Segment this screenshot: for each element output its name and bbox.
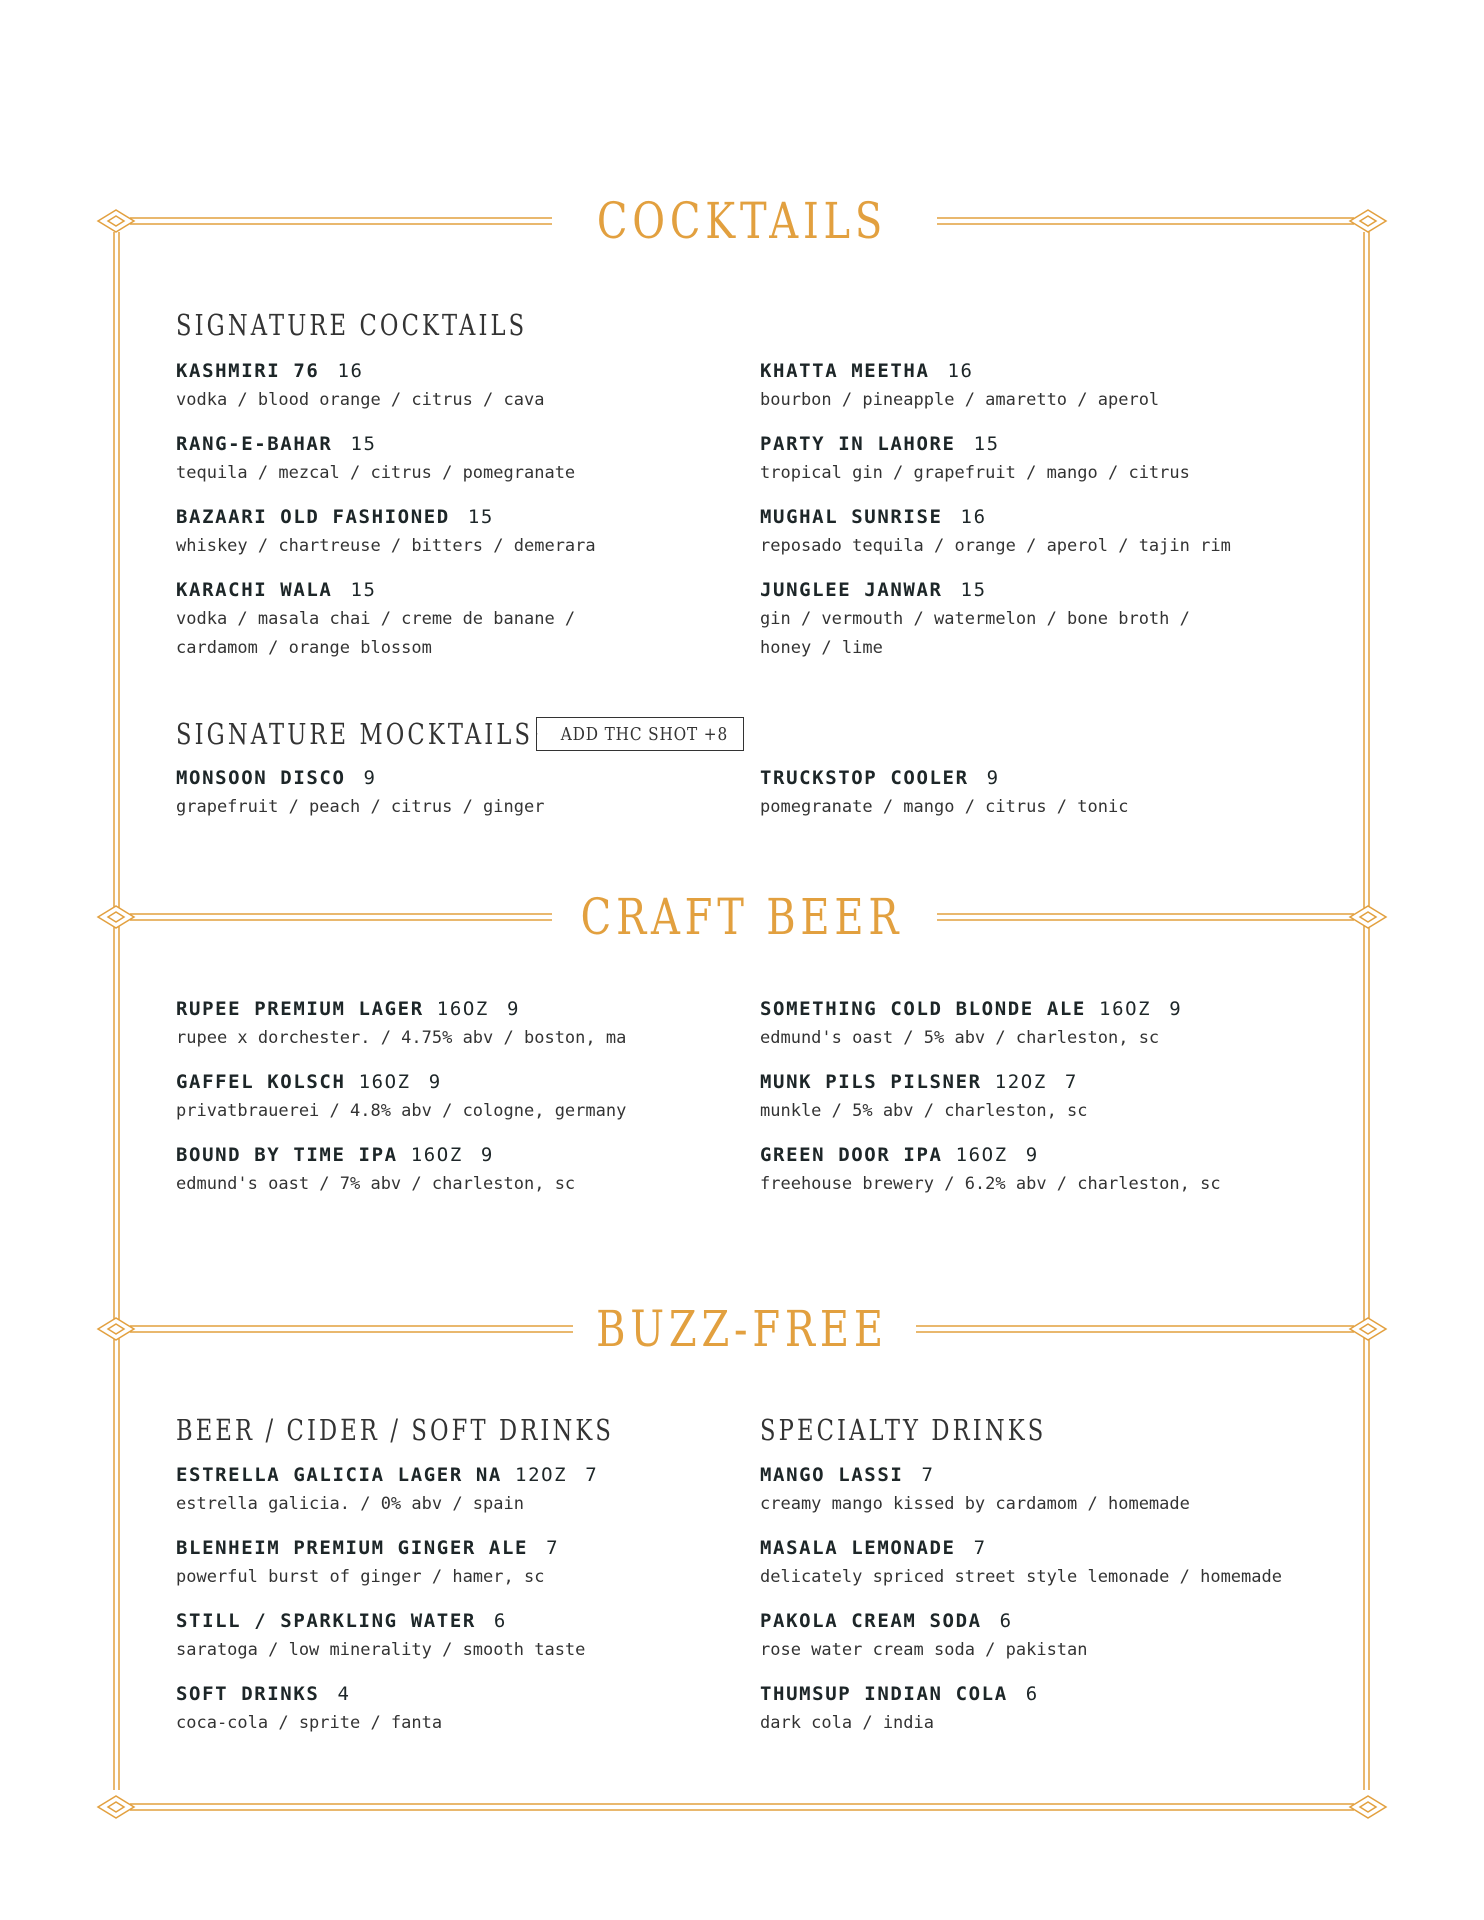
menu-item-title	[176, 504, 776, 530]
menu-item	[760, 1142, 1360, 1215]
menu-item-description: edmund's oast / 7% abv / charleston, sc	[176, 1174, 576, 1194]
menu-item	[176, 1462, 776, 1535]
menu-item-price: 7	[921, 1464, 935, 1486]
menu-item-name: MONSOON DISCO	[176, 767, 346, 789]
menu-item-title	[760, 1681, 1360, 1707]
menu-item-size: 16OZ	[955, 1144, 1008, 1166]
menu-item-description: edmund's oast / 5% abv / charleston, sc	[760, 1028, 1160, 1048]
menu-item-name: SOMETHING COLD BLONDE ALE	[760, 998, 1086, 1020]
menu-item-title	[176, 996, 776, 1022]
menu-item-title	[760, 358, 1360, 384]
menu-item	[176, 358, 776, 431]
menu-item-price: 9	[986, 767, 1000, 789]
thc-shot-label: ADD THC SHOT +8	[560, 723, 729, 745]
menu-item-size: 12OZ	[994, 1071, 1047, 1093]
menu-item-price: 7	[585, 1464, 599, 1486]
menu-item	[176, 504, 776, 577]
menu-item	[760, 577, 1360, 679]
menu-item-title	[760, 1608, 1360, 1634]
menu-item-description: saratoga / low minerality / smooth taste	[176, 1640, 586, 1660]
menu-item-price: 16	[960, 506, 987, 528]
menu-item-name: MUNK PILS PILSNER	[760, 1071, 982, 1093]
menu-item-name: GREEN DOOR IPA	[760, 1144, 943, 1166]
menu-item-description: honey / lime	[760, 638, 883, 658]
menu-item	[760, 358, 1360, 431]
menu-item-description: pomegranate / mango / citrus / tonic	[760, 797, 1129, 817]
menu-item-price: 7	[546, 1537, 560, 1559]
menu-item-title	[176, 765, 776, 791]
menu-item-name: MANGO LASSI	[760, 1464, 904, 1486]
menu-item-description: rupee x dorchester. / 4.75% abv / boston, ma	[176, 1028, 627, 1048]
menu-item	[176, 996, 776, 1069]
menu-item-price: 4	[337, 1683, 351, 1705]
menu-item-description: dark cola / india	[760, 1713, 934, 1733]
menu-item-name: ESTRELLA GALICIA LAGER NA	[176, 1464, 502, 1486]
menu-item-price: 9	[480, 1144, 494, 1166]
cocktails-title: COCKTAILS	[596, 192, 888, 250]
menu-item-description: privatbrauerei / 4.8% abv / cologne, germany	[176, 1101, 627, 1121]
menu-item-name: TRUCKSTOP COOLER	[760, 767, 969, 789]
menu-item-description: creamy mango kissed by cardamom / homemade	[760, 1494, 1190, 1514]
craft-beer-right	[760, 996, 1360, 1215]
menu-item	[760, 765, 1360, 838]
menu-item-price: 15	[960, 579, 987, 601]
menu-item-price: 16	[947, 360, 974, 382]
menu-item-description: freehouse brewery / 6.2% abv / charleston, sc	[760, 1174, 1221, 1194]
menu-item-size: 16OZ	[410, 1144, 463, 1166]
menu-item-title	[176, 1535, 776, 1561]
menu-item-name: RUPEE PREMIUM LAGER	[176, 998, 424, 1020]
menu-item	[176, 765, 776, 838]
menu-item-price: 6	[1025, 1683, 1039, 1705]
menu-item-price: 9	[428, 1071, 442, 1093]
menu-item	[760, 504, 1360, 577]
menu-item-name: KHATTA MEETHA	[760, 360, 930, 382]
buzz-free-title: BUZZ-FREE	[596, 1300, 888, 1358]
menu-item-size: 12OZ	[515, 1464, 568, 1486]
specialty-drinks-heading: SPECIALTY DRINKS	[760, 1413, 1047, 1447]
menu-item-title	[760, 996, 1360, 1022]
menu-item-title	[760, 1069, 1360, 1095]
menu-item-name: STILL / SPARKLING WATER	[176, 1610, 476, 1632]
menu-item	[176, 1681, 776, 1754]
menu-item-description: tequila / mezcal / citrus / pomegranate	[176, 463, 576, 483]
menu-item-price: 7	[1064, 1071, 1078, 1093]
craft-beer-left	[176, 996, 776, 1215]
menu-item-title	[176, 431, 776, 457]
menu-item-description: vodka / blood orange / citrus / cava	[176, 390, 545, 410]
menu-item	[176, 577, 776, 679]
beer-cider-soft-drinks-heading: BEER / CIDER / SOFT DRINKS	[176, 1413, 615, 1447]
menu-item-description: whiskey / chartreuse / bitters / demerara	[176, 536, 596, 556]
buzz-free-left	[176, 1462, 776, 1754]
menu-item-price: 9	[1169, 998, 1183, 1020]
menu-item-name: BLENHEIM PREMIUM GINGER ALE	[176, 1537, 529, 1559]
menu-item-name: KASHMIRI 76	[176, 360, 320, 382]
menu-item	[760, 1535, 1360, 1608]
menu-item	[176, 1535, 776, 1608]
menu-item-title	[760, 577, 1360, 603]
signature-cocktails-heading: SIGNATURE COCKTAILS	[176, 308, 528, 342]
signature-mocktails-right	[760, 765, 1360, 838]
menu-item-description: tropical gin / grapefruit / mango / citrus	[760, 463, 1190, 483]
menu-item-name: MUGHAL SUNRISE	[760, 506, 943, 528]
menu-item-title	[760, 1535, 1360, 1561]
menu-item-price: 9	[1025, 1144, 1039, 1166]
craft-beer-title: CRAFT BEER	[580, 888, 904, 946]
menu-item-price: 9	[506, 998, 520, 1020]
signature-mocktails-left	[176, 765, 776, 838]
menu-item-description: bourbon / pineapple / amaretto / aperol	[760, 390, 1160, 410]
menu-item-description: vodka / masala chai / creme de banane /	[176, 609, 576, 629]
menu-item-price: 15	[350, 433, 377, 455]
menu-item-name: JUNGLEE JANWAR	[760, 579, 943, 601]
menu-item-title	[176, 1608, 776, 1634]
menu-item-size: 16OZ	[358, 1071, 411, 1093]
menu-item-title	[176, 1069, 776, 1095]
menu-item-name: SOFT DRINKS	[176, 1683, 320, 1705]
menu-item-description: munkle / 5% abv / charleston, sc	[760, 1101, 1088, 1121]
menu-item-price: 15	[467, 506, 494, 528]
menu-item-price: 6	[493, 1610, 507, 1632]
menu-item-title	[760, 1462, 1360, 1488]
menu-item-size: 16OZ	[436, 998, 489, 1020]
menu-item-title	[760, 765, 1360, 791]
menu-item-description: coca-cola / sprite / fanta	[176, 1713, 443, 1733]
menu-item-price: 7	[973, 1537, 987, 1559]
menu-item-name: BAZAARI OLD FASHIONED	[176, 506, 450, 528]
menu-item	[760, 996, 1360, 1069]
menu-item	[760, 1069, 1360, 1142]
menu-item	[176, 1142, 776, 1215]
menu-item-title	[176, 577, 776, 603]
menu-item-size: 16OZ	[1099, 998, 1152, 1020]
menu-item-title	[176, 1142, 776, 1168]
menu-item-price: 15	[973, 433, 1000, 455]
menu-item-description: estrella galicia. / 0% abv / spain	[176, 1494, 524, 1514]
menu-item-name: RANG-E-BAHAR	[176, 433, 333, 455]
menu-item-name: MASALA LEMONADE	[760, 1537, 956, 1559]
menu-item-title	[176, 1681, 776, 1707]
menu-item	[760, 1608, 1360, 1681]
menu-item-name: PAKOLA CREAM SODA	[760, 1610, 982, 1632]
menu-item-name: PARTY IN LAHORE	[760, 433, 956, 455]
menu-item-price: 15	[350, 579, 377, 601]
menu-item-description: gin / vermouth / watermelon / bone broth /	[760, 609, 1190, 629]
menu-item-description: delicately spriced street style lemonade / homemade	[760, 1567, 1282, 1587]
signature-cocktails-left	[176, 358, 776, 679]
menu-item-title	[760, 504, 1360, 530]
menu-item-title	[176, 1462, 776, 1488]
menu-item-price: 6	[999, 1610, 1013, 1632]
menu-item	[176, 1608, 776, 1681]
menu-item	[760, 1681, 1360, 1754]
menu-item-title	[760, 431, 1360, 457]
menu-item-title	[760, 1142, 1360, 1168]
menu-item-description: powerful burst of ginger / hamer, sc	[176, 1567, 545, 1587]
signature-cocktails-right	[760, 358, 1360, 679]
menu-item	[176, 431, 776, 504]
thc-shot-badge	[536, 717, 744, 751]
menu-item	[760, 1462, 1360, 1535]
menu-item-title	[176, 358, 776, 384]
buzz-free-right	[760, 1462, 1360, 1754]
menu-item-name: GAFFEL KOLSCH	[176, 1071, 346, 1093]
menu-item-description: grapefruit / peach / citrus / ginger	[176, 797, 545, 817]
menu-item-name: THUMSUP INDIAN COLA	[760, 1683, 1008, 1705]
menu-item-price: 9	[363, 767, 377, 789]
menu-item-description: reposado tequila / orange / aperol / tajin rim	[760, 536, 1231, 556]
menu-item	[176, 1069, 776, 1142]
cannabis-leaf-icon	[537, 724, 538, 744]
menu-item-price: 16	[337, 360, 364, 382]
menu-item	[760, 431, 1360, 504]
menu-item-description: cardamom / orange blossom	[176, 638, 432, 658]
menu-item-description: rose water cream soda / pakistan	[760, 1640, 1088, 1660]
signature-mocktails-heading: SIGNATURE MOCKTAILS	[176, 717, 534, 751]
menu-item-name: KARACHI WALA	[176, 579, 333, 601]
menu-item-name: BOUND BY TIME IPA	[176, 1144, 398, 1166]
